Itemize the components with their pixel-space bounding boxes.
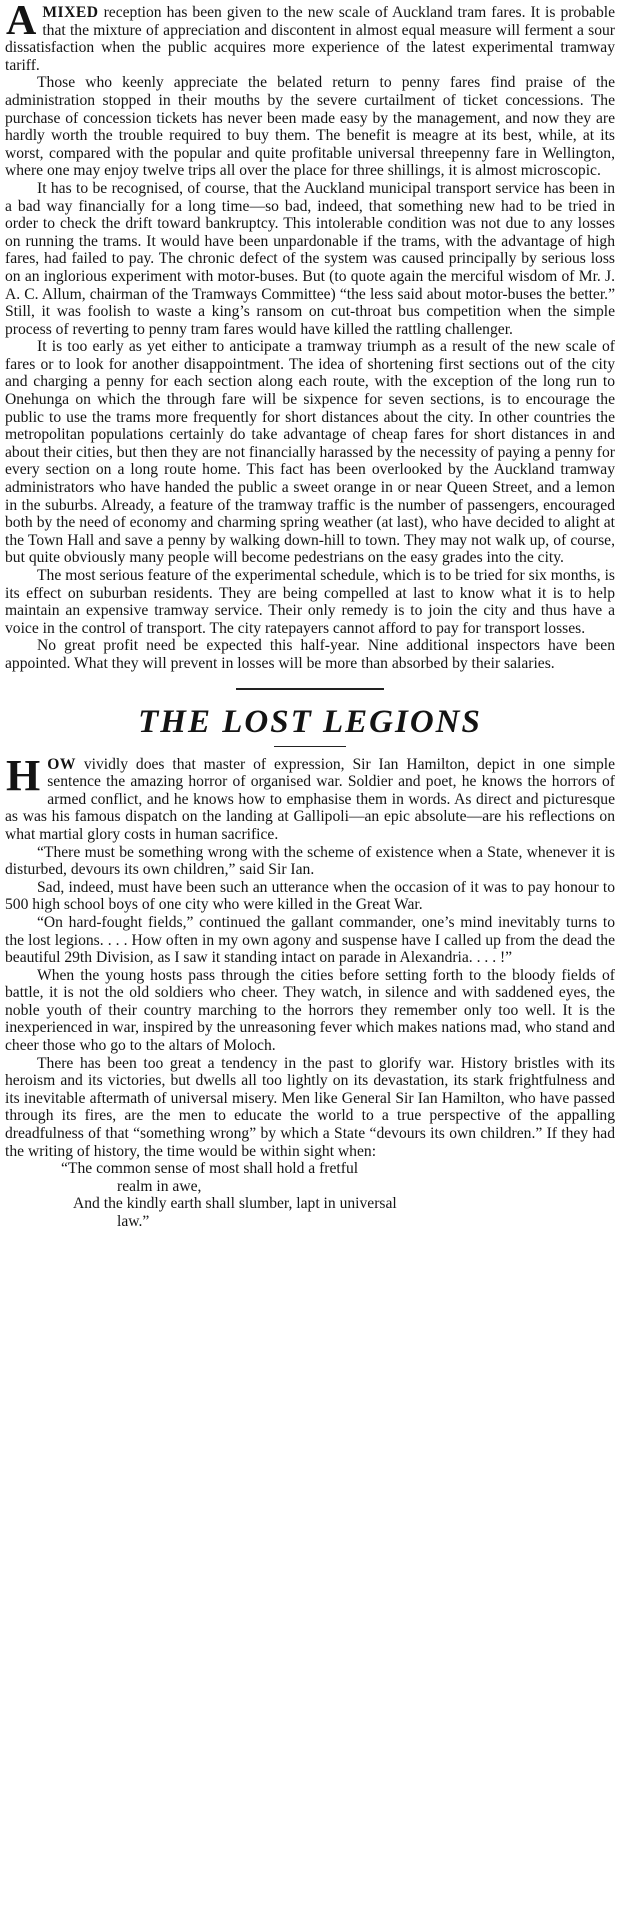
article-paragraph: The most serious feature of the experimental schedule, which is to be tried for six months, is its effect on suburban residents. They are being compelled at last to know what it is to help maintain an expensive tramway service. Their only remedy is to join the city and thus have a voice in the control of transport. The city ratepayers cannot afford to pay for transport losses. <box>5 567 615 637</box>
article-paragraph: “On hard-fought fields,” continued the gallant commander, one’s mind inevitably turns to the lost legions. . . . How often in my own agony and suspense have I called up from the dead the beautiful 29th Division, as I saw it standing intact on parade in Alexandria. . . . !” <box>5 913 615 967</box>
verse-line: realm in awe, <box>117 1177 202 1195</box>
article-paragraph: When the young hosts pass through the cities before setting forth to the bloody fields of battle, it is not the old soldiers who cheer. They watch, in silence and with saddened eyes, the noble youth of their country marching to the horrors they remember only too well. It is the inexperienced in war, inspired by the unreasoning fever which makes nations mad, who stand and cheer those who go to the altars of Moloch. <box>5 966 615 1055</box>
article-tram-fares <box>5 0 615 673</box>
article-paragraph <box>5 0 615 74</box>
article-paragraph <box>5 750 615 844</box>
article-paragraph: It is too early as yet either to anticipate a tramway triumph as a result of the new scale of fares or to look for another disappointment. The idea of shortening first sections out of the city and charging a penny for each section along each route, with the exception of the long run to Onehunga on which the through fare will be sixpence for seven sections, is to encourage the public to use the trams more frequently for short distances about the city. In other countries the metropolitan populations certainly do take advantage of cheap fares for short distances in and about their cities, but then they are not financially harassed by the necessity of paying a penny for every section on a long route home. This fact has been overlooked by the Auckland tramway administrators who have handed the public a sweet orange in or near Queen Street, and a lemon in the suburbs. Already, a feature of the tramway traffic is the number of passengers, encouraged both by the need of economy and charming spring weather (at last), who have decided to alight at the Town Hall and save a penny by walking down-hill to town. They may not walk up, of course, but quite obviously many people will become pedestrians on the easy grades into the city. <box>5 338 615 567</box>
paragraph-text: vividly does that master of expression, Sir Ian Hamilton, depict in one simple sentence the amazing horror of organised war. Soldier and poet, he knows the horrors of armed conflict, and he knows how to emphasise them in words. As direct and picturesque as was his famous dispatch on the landing at Gallipoli—an epic absolute—are his reflections on what martial glory costs in human sacrifice. <box>5 755 615 843</box>
section-divider <box>236 688 384 690</box>
lead-word: MIXED <box>42 4 99 21</box>
lead-word: OW <box>47 755 76 773</box>
verse-line: “The common sense of most shall hold a fretful <box>61 1160 359 1178</box>
article-paragraph: Sad, indeed, must have been such an utterance when the occasion of it was to pay honour to 500 high school boys of one city who were killed in the Great War. <box>5 878 615 914</box>
article-paragraph: Those who keenly appreciate the belated return to penny fares find praise of the administration stopped in their mouths by the severe curtailment of ticket concessions. The purchase of concession tickets has never been made easy by the management, and now they are hardly worth the trouble required to buy them. The benefit is meagre at its best, while, at its worst, compared with the popular and quite profitable universal threepenny fare in Wellington, where one may enjoy twelve trips all over the place for three shillings, it is almost microscopic. <box>5 74 615 180</box>
article-paragraph: There has been too great a tendency in the past to glorify war. History bristles with its heroism and its victories, but dwells all too lightly on its devastation, its stark frightfulness and its inevitable aftermath of universal misery. Men like General Sir Ian Hamilton, who have passed through its fires, are the men to educate the world to a true perspective of the appalling dreadfulness of that “something wrong” by which a State “devours its own children.” If they had the writing of history, the time would be within sight when: <box>5 1054 615 1160</box>
verse-quote <box>5 1160 615 1230</box>
article-paragraph: “There must be something wrong with the scheme of existence when a State, whenever it is disturbed, devours its own children,” said Sir Ian. <box>5 843 615 879</box>
drop-cap: H <box>6 750 41 800</box>
article-paragraph: No great profit need be expected this half-year. Nine additional inspectors have been appointed. What they will prevent in losses will be more than absorbed by their salaries. <box>5 637 615 672</box>
verse-line: law.” <box>117 1213 150 1230</box>
article-title: THE LOST LEGIONS <box>138 703 482 740</box>
title-underline <box>274 746 346 747</box>
paragraph-text: reception has been given to the new scale of Auckland tram fares. It is probable that the mixture of appreciation and discontent in almost equal measure will ferment a sour dissatisfaction when the public acquires more experience of the latest experimental tramway tariff. <box>5 4 615 74</box>
article-lost-legions <box>5 702 615 1231</box>
verse-line: And the kindly earth shall slumber, lapt in universal <box>73 1195 397 1213</box>
article-paragraph: It has to be recognised, of course, that the Auckland municipal transport service has been in a bad way financially for a long time—so bad, indeed, that something new had to be tried in order to check the drift toward bankruptcy. This intolerable condition was not due to any losses on running the trams. It would have been unpardonable if the trams, with the advantage of high fares, had failed to pay. The chronic defect of the system was caused principally by serious loss on an inglorious experiment with motor-buses. But (to quote again the merciful wisdom of Mr. J. A. C. Allum, chairman of the Tramways Committee) “the less said about motor-buses the better.” Still, it was foolish to waste a king’s ransom on cut-throat bus competition when the simple process of reverting to penny tram fares would have killed the rattling challenger. <box>5 179 615 338</box>
drop-cap: A <box>6 0 37 44</box>
